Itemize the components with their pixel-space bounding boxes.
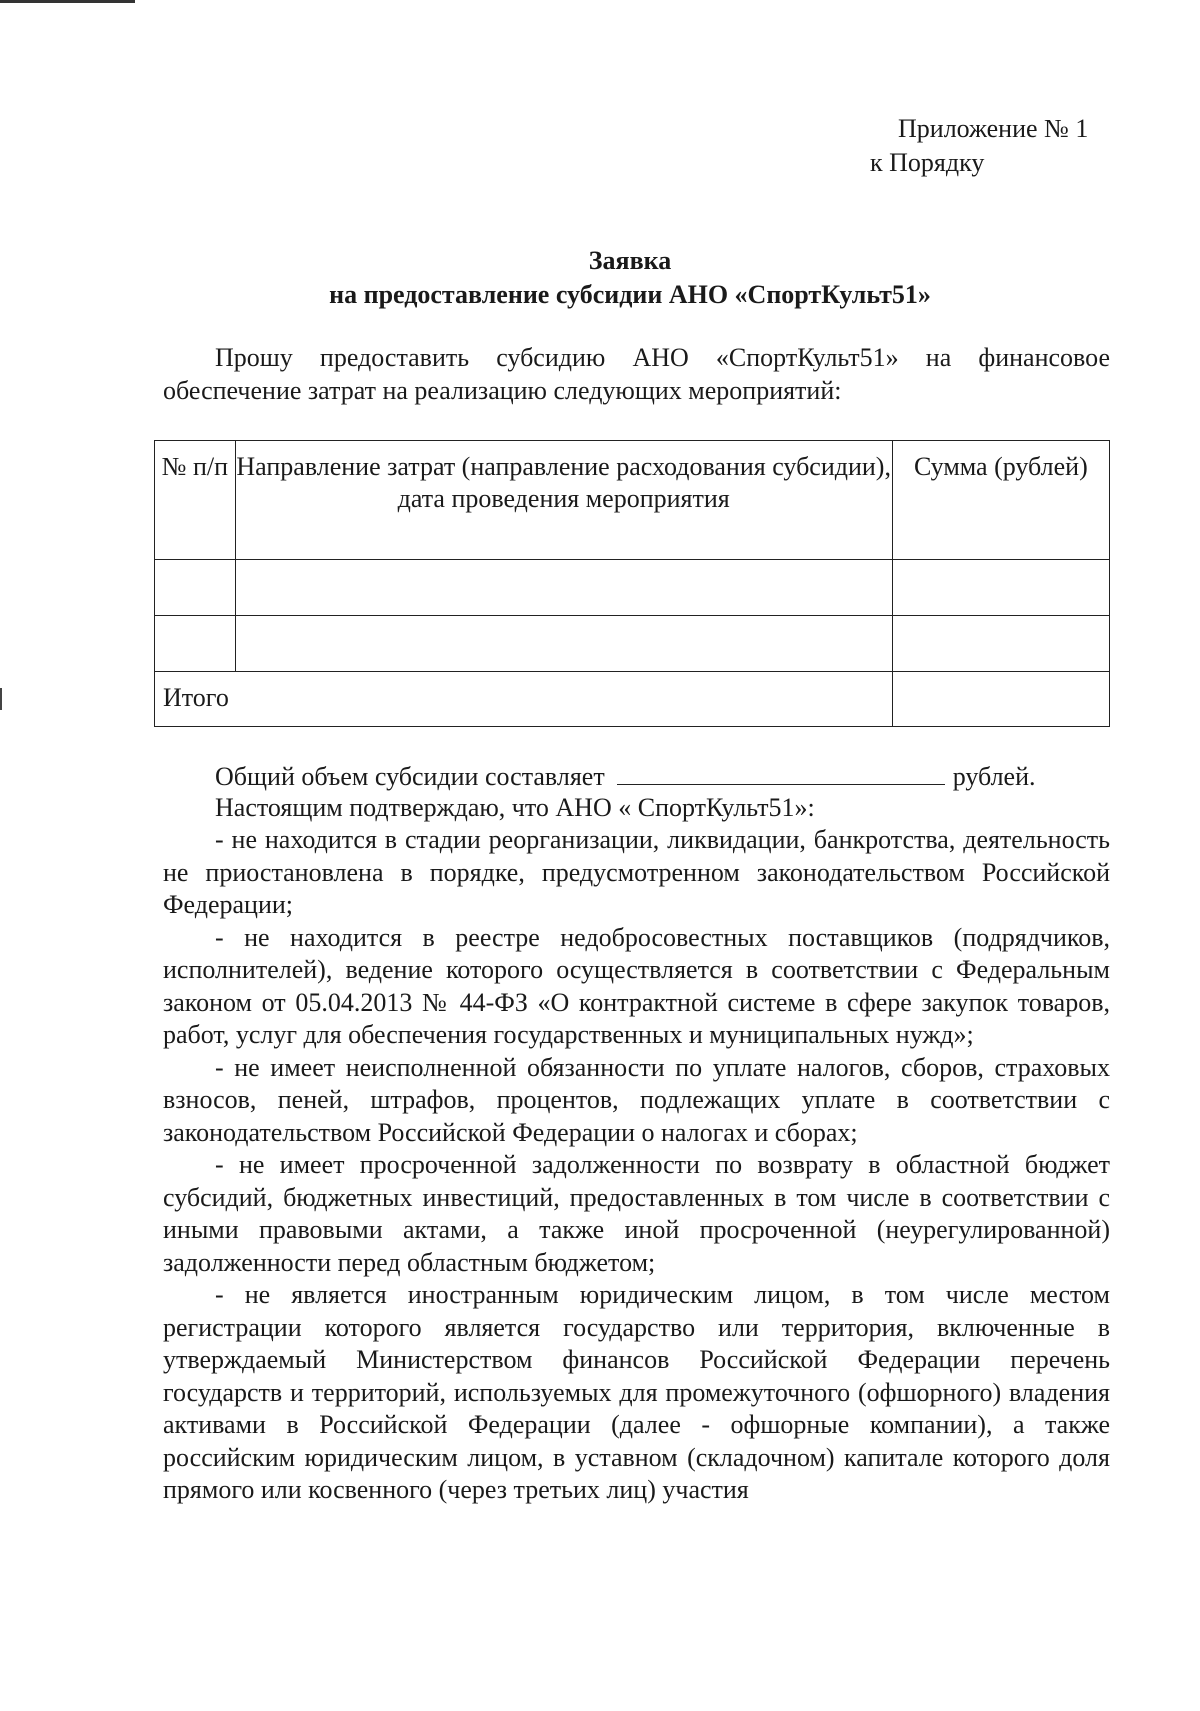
condition-item: - не имеет неисполненной обязанности по уплате налогов, сборов, страховых взносов, пеней, штрафов, процентов, подлежащих уплате в соответствии с законодательством Российской Федерации о налогах и сборах; bbox=[163, 1052, 1110, 1147]
table-total-row bbox=[155, 672, 1110, 727]
cell-direction[interactable] bbox=[235, 560, 892, 616]
table-row bbox=[155, 616, 1110, 672]
total-sum-cell[interactable] bbox=[892, 672, 1109, 727]
table-row bbox=[155, 560, 1110, 616]
appendix-number: Приложение № 1 bbox=[898, 114, 1089, 143]
subsidy-total-line bbox=[215, 760, 1036, 793]
expenses-table bbox=[154, 440, 1110, 727]
document-title bbox=[0, 244, 1200, 312]
cell-sum[interactable] bbox=[892, 616, 1109, 672]
condition-item: - не находится в реестре недобросовестных поставщиков (подрядчиков, исполнителей), ведение которого осуществляется в соответствии с Федеральным законом от 05.04.2013 № 44-ФЗ «О контрактной системе в сфере закупок товаров, работ, услуг для обеспечения государственных и муниципальных нужд»; bbox=[163, 922, 1110, 1049]
condition-item: - не является иностранным юридическим лицом, в том числе местом регистрации которого является государство или территория, включенные в утверждаемый Министерством финансов Российской Федерации перечень государств и территорий, используемых для промежуточного (офшорного) владения активами в Российской Федерации (далее - офшорные компании), а также российским юридическим лицом, в уставном (складочном) капитале которого доля прямого или косвенного (через третьих лиц) участия bbox=[163, 1280, 1110, 1504]
cell-number[interactable] bbox=[155, 616, 236, 672]
cell-number[interactable] bbox=[155, 560, 236, 616]
intro-paragraph: Прошу предоставить субсидию АНО «СпортКульт51» на финансовое обеспечение затрат на реализацию следующих мероприятий: bbox=[163, 343, 1110, 405]
total-label: Итого bbox=[155, 672, 893, 727]
title-line-1: Заявка bbox=[588, 246, 672, 275]
header-number: № п/п bbox=[155, 441, 236, 560]
summary-suffix: рублей. bbox=[952, 762, 1036, 791]
title-line-2: на предоставление субсидии АНО «СпортКульт51» bbox=[329, 280, 931, 309]
cell-sum[interactable] bbox=[892, 560, 1109, 616]
condition-item: - не находится в стадии реорганизации, ликвидации, банкротства, деятельность не приостановлена в порядке, предусмотренном законодательством Российской Федерации; bbox=[163, 825, 1110, 919]
appendix-reference bbox=[870, 112, 1088, 180]
header-direction: Направление затрат (направление расходования субсидии), дата проведения мероприятия bbox=[235, 441, 892, 560]
summary-prefix: Общий объем субсидии составляет bbox=[215, 762, 605, 791]
scan-artifact-top bbox=[0, 0, 135, 3]
header-sum: Сумма (рублей) bbox=[892, 441, 1109, 560]
subsidy-amount-blank[interactable] bbox=[617, 760, 945, 785]
scan-artifact-left bbox=[0, 688, 2, 710]
table-header-row bbox=[155, 441, 1110, 560]
cell-direction[interactable] bbox=[235, 616, 892, 672]
conditions-list bbox=[163, 824, 1110, 1507]
condition-item: - не имеет просроченной задолженности по возврату в областной бюджет субсидий, бюджетных инвестиций, предоставленных в том числе в соответствии с иными правовыми актами, а также иной просроченной (неурегулированной) задолженности перед областным бюджетом; bbox=[163, 1150, 1110, 1277]
appendix-to-order: к Порядку bbox=[870, 148, 985, 177]
confirmation-intro: Настоящим подтверждаю, что АНО « СпортКульт51»: bbox=[215, 793, 815, 822]
